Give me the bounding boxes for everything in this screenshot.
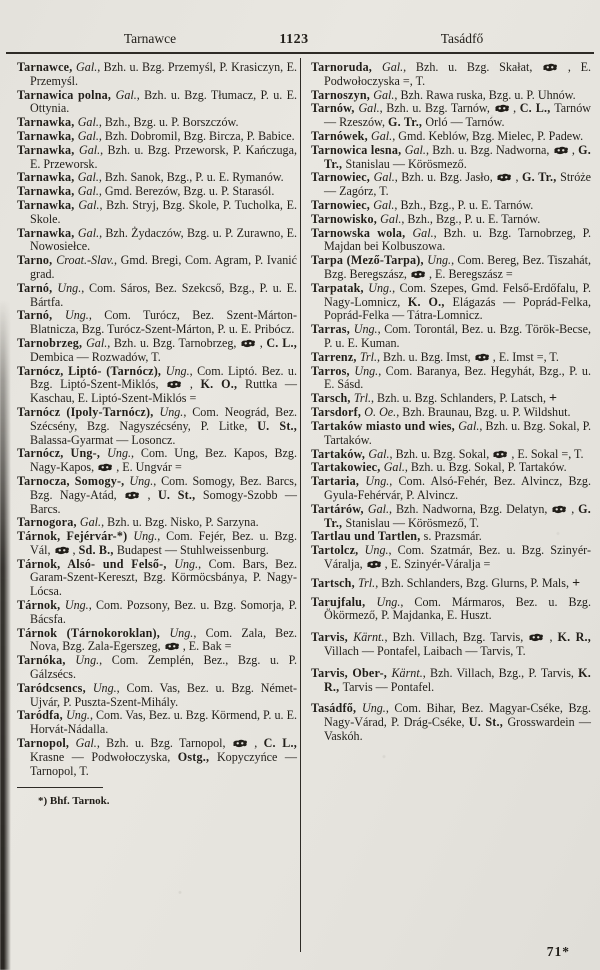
gazetteer-entry xyxy=(311,323,591,351)
gazetteer-entry xyxy=(311,406,591,420)
entry-text: , Com. Turócz, Bez. Szent-Márton-Blatnicza, Bzg. Turócz-Szent-Márton, P. u. E. Pribócz. xyxy=(30,308,298,337)
entry-text: Tarnoruda, xyxy=(311,60,382,74)
posthorn-icon xyxy=(164,642,180,651)
gazetteer-entry xyxy=(17,171,297,185)
entry-text: Tartlau und Tartlen, xyxy=(311,529,424,544)
gazetteer-entry xyxy=(311,475,591,503)
entry-text: Tarras, xyxy=(311,322,354,337)
gazetteer-entry xyxy=(17,406,297,447)
gazetteer-entry xyxy=(311,448,591,462)
entry-text: Tarros, xyxy=(311,363,355,378)
entry-text: Tartaków miasto und wies, xyxy=(311,418,459,433)
entry-text: Tarnawka, xyxy=(17,115,78,130)
entry-text: Tárnok, Alsó- und Felső-, xyxy=(17,556,175,571)
entry-text: , Com. Somogy, Bez. Barcs, Bzg. Nagy-Atád, xyxy=(30,473,297,502)
entry-text: Gal. xyxy=(381,60,404,74)
scan-edge-shadow xyxy=(0,300,11,970)
entry-text: , xyxy=(147,487,158,502)
entry-text: , xyxy=(571,501,579,516)
column-left xyxy=(17,61,297,809)
running-header xyxy=(0,31,600,48)
entry-text: , Bzh. u. Bzg. Sokal, P. Tartaków. xyxy=(324,418,591,447)
entry-text: Tarnawica polna, xyxy=(17,87,116,102)
gazetteer-entry xyxy=(311,227,591,255)
entry-text: , E. Bak = xyxy=(182,639,232,654)
entry-text: , Com. Bereg, Bez. Tiszahát, Bzg. Beregszász, xyxy=(324,253,592,281)
posthorn-icon xyxy=(240,339,256,348)
entry-text: , Gmd. Keblów, Bzg. Mielec, P. Padew. xyxy=(392,128,584,143)
gazetteer-entry xyxy=(17,365,297,406)
entry-text: Tarnobrzeg, xyxy=(17,335,87,350)
entry-text: Ung. xyxy=(159,404,184,419)
entry-text: Tarnogora, xyxy=(17,515,80,530)
entry-text: Gal. xyxy=(77,128,99,143)
entry-text: Gal. xyxy=(380,211,402,226)
entry-text: Ung. xyxy=(427,253,452,268)
entry-text: Tárnok, Fejérvár-*) xyxy=(17,529,134,544)
posthorn-icon xyxy=(54,546,70,555)
entry-text: , Bzh. Rawa ruska, Bzg. u. P. Uhnów. xyxy=(394,87,576,102)
entry-text: , xyxy=(259,335,267,350)
entry-text: K. O., xyxy=(407,294,453,309)
gazetteer-entry xyxy=(17,227,297,255)
signature-number: 71* xyxy=(546,944,570,959)
entry-text: Ung. xyxy=(353,322,378,337)
entry-text: , xyxy=(571,142,579,157)
entry-text: Tarnóka, xyxy=(17,653,76,668)
entry-text: , Bzh. u. Bzg. Skałat, xyxy=(403,60,543,74)
entry-text: , Gmd. Bregi, Com. Agram, P. Ivanić grad. xyxy=(30,253,298,281)
entry-text: Ung. xyxy=(64,598,89,613)
entry-text: , Bzh. u. Bzg. Sokal, P. Tartaków. xyxy=(404,460,567,475)
entry-text: U. St., xyxy=(157,487,203,502)
entry-text: Gal. xyxy=(86,335,108,350)
entry-text: Tarnów, xyxy=(311,101,359,116)
entry-text: Gal. xyxy=(373,170,395,185)
entry-text: Stanislau — Körösmező, T. xyxy=(345,515,480,530)
entry-text: C. L., xyxy=(519,101,555,116)
gazetteer-entry xyxy=(17,530,297,558)
entry-text: Tarpa (Mező-Tarpa), xyxy=(311,253,428,268)
entry-text: Tarnówek, xyxy=(311,128,372,143)
gazetteer-entry xyxy=(17,558,297,599)
entry-text: Gal. xyxy=(368,446,390,461)
entry-text: K. R., xyxy=(557,630,592,645)
entry-text: , Com. Bihar, Bez. Magyar-Cséke, Bzg. Nagy-Várad, P. Drág-Cséke, xyxy=(324,701,591,730)
entry-text: Ung. xyxy=(129,473,154,488)
posthorn-icon xyxy=(410,270,426,279)
entry-text: O. Oe. xyxy=(364,405,397,420)
gazetteer-entry xyxy=(311,667,591,695)
entry-text: , E. Beregszász = xyxy=(429,266,513,281)
gazetteer-entry xyxy=(311,461,591,475)
entry-text: K. R., xyxy=(324,665,592,694)
gazetteer-entry xyxy=(17,654,297,682)
entry-text: Gal. xyxy=(458,418,480,433)
posthorn-icon xyxy=(542,63,558,72)
entry-text: , Bzh. u. Bzg. Nisko, P. Sarzyna. xyxy=(101,515,259,530)
gazetteer-entry xyxy=(311,171,591,199)
entry-text: , Bzh. u. Bzg. Tłumacz, P. u. E. Ottynia. xyxy=(30,87,297,116)
gazetteer-entry xyxy=(311,596,591,624)
entry-text: , Com. Neográd, Bez. Szécsény, Bzg. Nagyszécsény, P. Litke, xyxy=(30,404,297,433)
entry-text: Gal. xyxy=(371,128,393,143)
entry-text: Stanislau — Körösmező. xyxy=(345,156,467,171)
posthorn-icon xyxy=(232,739,248,748)
gazetteer-entry xyxy=(311,577,591,591)
posthorn-icon xyxy=(366,560,382,569)
entry-text: Gal. xyxy=(77,115,99,130)
entry-text: Tarno, xyxy=(17,253,57,268)
entry-text: Tarnawka, xyxy=(17,142,79,157)
entry-text: , Bzh. u. Bzg. Tarnów, xyxy=(379,101,494,116)
entry-text: , Bzh. Sanok, Bzg., P. u. E. Rymanów. xyxy=(98,170,284,185)
entry-text: Tarnawce, xyxy=(17,60,77,74)
footnote-block xyxy=(17,787,297,809)
entry-text: Tarvis, Ober-, xyxy=(311,665,392,680)
entry-text: Tarnawka, xyxy=(17,225,78,240)
posthorn-icon xyxy=(496,173,512,182)
entry-text: Tarvis — Pontafel. xyxy=(342,679,435,694)
entry-text: , Bzh. u. Bzg. Przemyśl, P. Krasiczyn, E. Przemyśl. xyxy=(30,60,297,88)
entry-text: Tarvis, xyxy=(311,630,354,645)
entry-text: Trl. xyxy=(353,391,371,406)
gazetteer-entry xyxy=(17,475,297,516)
entry-text: U. St., xyxy=(257,418,297,433)
entry-text: Ung. xyxy=(66,708,90,723)
entry-text: Ung. xyxy=(368,280,393,295)
entry-text: Ung. xyxy=(64,308,89,323)
entry-text: , Com. Zala, Bez. Nova, Bzg. Zala-Egerszeg, xyxy=(30,625,297,654)
entry-text: Tarnowisko, xyxy=(311,211,381,226)
entry-text: , Com. Zemplén, Bez., Bzg. u. P. Gálzsécs. xyxy=(30,653,297,682)
entry-text: Gal. xyxy=(383,460,405,475)
entry-text: Tarrenz, xyxy=(311,349,360,364)
entry-text: , Bzh. Nadworna, Bzg. Delatyn, xyxy=(389,501,552,516)
entry-text: Gal. xyxy=(79,142,101,157)
entry-text: , Bzh. Stryj, Bzg. Skole, P. Tucholka, E. Skole. xyxy=(30,197,298,226)
entry-text: , E. Podwołoczyska =, T. xyxy=(324,60,591,88)
entry-text: Sd. B., xyxy=(78,542,117,557)
entry-text: Tartsch, xyxy=(311,575,359,590)
entry-text: , xyxy=(515,170,522,185)
entry-text: Tarnoszyn, xyxy=(311,87,374,102)
entry-text: Ung. xyxy=(361,701,386,716)
entry-text: Tarsch, xyxy=(311,391,354,406)
posthorn-icon xyxy=(553,146,569,155)
entry-text: Tarsdorf, xyxy=(311,405,365,420)
entry-text: Tárnok, xyxy=(17,598,65,613)
entry-text: Tartárów, xyxy=(311,501,368,516)
gazetteer-entry xyxy=(311,199,591,213)
entry-text: , Bzh. Villach, Bzg., P. Tarvis, xyxy=(422,665,579,680)
entry-text: Taródfa, xyxy=(17,708,67,723)
gazetteer-entry xyxy=(311,530,591,544)
gazetteer-entry xyxy=(311,544,591,572)
gazetteer-entry xyxy=(17,199,297,227)
entry-text: Tarnowica lesna, xyxy=(311,142,405,157)
entry-text: Tarnócz, Ung-, xyxy=(17,446,108,461)
entry-text: Gal. xyxy=(77,170,99,185)
entry-text: , E. Sokal =, T. xyxy=(511,446,584,461)
entry-text: , Bzh. Braunau, Bzg. u. P. Wildshut. xyxy=(396,405,571,420)
entry-text: , Com. Fejér, Bez. u. Bzg. Vál, xyxy=(30,529,297,557)
posthorn-icon xyxy=(494,104,510,113)
entry-text: Elágazás — Poprád-Felka, Poprád-Felka — Tátra-Lomnicz. xyxy=(324,294,591,323)
cross-icon: + xyxy=(549,391,557,407)
entry-text: G. Tr., xyxy=(388,115,426,130)
entry-text: Budapest — Stuhlweissenburg. xyxy=(116,542,269,557)
entry-text: Orló — Tarnów. xyxy=(425,115,505,130)
gazetteer-entry xyxy=(311,89,591,103)
entry-text: Kärnt. xyxy=(391,665,423,680)
column-divider-rule xyxy=(300,58,301,952)
header-keyword-left: Tarnawce xyxy=(123,31,177,46)
gazetteer-entry xyxy=(311,392,591,406)
gazetteer-entry xyxy=(17,61,297,89)
entry-text: , Bzh., Bzg. u. P. Borszczów. xyxy=(98,115,239,130)
posthorn-icon xyxy=(124,491,140,500)
entry-text: Krasne — Podwołoczyska, xyxy=(30,749,178,764)
entry-text: Tarnócz (Ipoly-Tarnócz), xyxy=(17,404,160,419)
entry-text: , Bzh. u. Bzg. Nadworna, xyxy=(425,142,553,157)
entry-text: Gal. xyxy=(115,87,137,102)
entry-text: Ung. xyxy=(365,474,390,489)
posthorn-icon xyxy=(166,380,182,389)
entry-text: Tarnó, xyxy=(17,280,58,295)
entry-text: Ung. xyxy=(133,529,158,544)
gazetteer-entry xyxy=(17,682,297,710)
entry-text: Tarnawka, xyxy=(17,128,78,143)
gazetteer-entry xyxy=(17,337,297,365)
entry-text: Tarnowiec, xyxy=(311,170,374,185)
entry-text: Ung. xyxy=(75,653,100,668)
entry-text: Croat.-Slav. xyxy=(56,253,114,268)
entry-text: Gal. xyxy=(75,736,97,751)
entry-text: Trl. xyxy=(359,349,377,364)
gazetteer-entry xyxy=(311,351,591,365)
entry-text: Tarnocza, Somogy-, xyxy=(17,473,130,488)
entry-text: Tasádfő, xyxy=(311,701,362,716)
gazetteer-entry xyxy=(17,447,297,475)
entry-text: , Bzh. Dobromil, Bzg. Bircza, P. Babice. xyxy=(98,128,295,143)
entry-text: , Com. Torontál, Bez. u. Bzg. Török-Becse, P. u. E. Kuman. xyxy=(324,322,591,350)
entry-text: Tarnów — Rzeszów, xyxy=(324,101,591,130)
gazetteer-entry xyxy=(311,130,591,144)
entry-text: , Bzh. u. Bzg. Tarnobrzeg, xyxy=(107,335,241,350)
entry-text: C. L., xyxy=(266,335,298,350)
entry-text: Tartakowiec, xyxy=(311,460,384,475)
entry-text: s. Prazsmár. xyxy=(423,529,482,544)
entry-text: , Bzh. u. Bzg. Schlanders, P. Latsch, xyxy=(370,391,550,406)
entry-text: , xyxy=(189,377,201,392)
entry-text: Gal. xyxy=(367,501,390,516)
entry-text: Trl. xyxy=(358,575,376,590)
gazetteer-entry xyxy=(17,709,297,737)
entry-text: U. St., xyxy=(468,715,508,730)
entry-text: Ung. xyxy=(107,446,132,461)
entry-text: Ung. xyxy=(354,363,379,378)
entry-text: , xyxy=(513,101,520,116)
entry-text: Tárnok (Tárnokoroklan), xyxy=(17,625,170,640)
entry-text: , Com. Vas, Bez. u. Bzg. Körmend, P. u. E. Horvát-Nádalla. xyxy=(30,708,297,737)
entry-text: Tartolcz, xyxy=(311,543,365,558)
footnote-rule xyxy=(17,787,103,788)
entry-text: , Bzh. u. Bzg. Imst, xyxy=(376,349,474,364)
entry-text: , Bzh. u. Bzg. Jasło, xyxy=(394,170,497,185)
gazetteer-entry xyxy=(17,516,297,530)
entry-text: Tarnowska wola, xyxy=(311,225,413,240)
gazetteer-entry xyxy=(311,282,591,323)
entry-text: , Com. Bars, Bez. Garam-Szent-Kereszt, Bzg. Körmöcsbánya, P. Nagy-Lócsa. xyxy=(30,556,297,599)
entry-text: Ung. xyxy=(364,543,389,558)
entry-text: G. Tr., xyxy=(324,142,591,171)
entry-text: , xyxy=(549,630,558,645)
entry-text: , Bzh. Żydaczów, Bzg. u. P. Zurawno, E. Nowosiełce. xyxy=(30,225,297,254)
entry-text: Gal. xyxy=(77,184,99,199)
entry-text: Ung. xyxy=(376,594,401,609)
entry-text: Gal. xyxy=(404,142,426,157)
entry-text: Gal. xyxy=(77,225,100,240)
entry-text: , Bzh. u. Bzg. Przeworsk, P. Kańczuga, E. Przeworsk. xyxy=(30,142,297,171)
gazetteer-entry xyxy=(311,254,591,282)
entry-text: , Bzh., Bzg., P. u. E. Tarnów. xyxy=(401,211,541,226)
gazetteer-entry xyxy=(311,503,591,531)
entry-text: Dembica — Rozwadów, T. xyxy=(30,349,161,364)
entry-text: Ung. xyxy=(57,280,82,295)
gazetteer-entry xyxy=(311,61,591,89)
gazetteer-entry xyxy=(17,309,297,337)
entry-text: Stróże — Zagórz, T. xyxy=(324,170,591,199)
gazetteer-entry xyxy=(311,631,591,659)
entry-text: G. Tr., xyxy=(521,170,561,185)
cross-icon: + xyxy=(572,575,581,591)
entry-text: Villach — Pontafel, Laibach — Tarvis, T. xyxy=(324,644,526,659)
entry-text: Gal. xyxy=(412,225,434,240)
gazetteer-entry xyxy=(17,89,297,117)
gazetteer-entry xyxy=(311,702,591,743)
entry-text: Tarnó, xyxy=(17,308,65,323)
gazetteer-entry xyxy=(17,627,297,655)
entry-text: G. Tr., xyxy=(324,501,591,530)
entry-text: , xyxy=(254,736,264,751)
entry-text: Gal. xyxy=(358,101,380,116)
entry-text: Tarpatak, xyxy=(311,280,369,295)
entry-text: Tarnawka, xyxy=(17,170,78,185)
entry-text: Kärnt. xyxy=(353,630,385,645)
entry-text: , Bzh., Bzg., P. u. E. Tarnów. xyxy=(394,197,534,212)
column-right xyxy=(311,61,591,744)
entry-text: , Bzh. Schlanders, Bzg. Glurns, P. Mals, xyxy=(375,575,573,590)
entry-text: Tarnawka, xyxy=(17,184,78,199)
entry-text: , Com. Szatmár, Bez. u. Bzg. Szinyér-Váralja, xyxy=(324,543,591,571)
entry-text: , E. Szinyér-Váralja = xyxy=(384,556,491,571)
gazetteer-entry xyxy=(311,102,591,130)
entry-text: , Com. Mármaros, Bez. u. Bzg. Ökörmező, P. Majdanka, E. Huszt. xyxy=(324,594,592,623)
entry-text: Tartaria, xyxy=(311,474,366,489)
gazetteer-entry xyxy=(311,144,591,172)
entry-text: , Com. Alsó-Fehér, Bez. Alvincz, Bzg. Gyula-Fehérvár, P. Alvincz. xyxy=(324,474,591,502)
posthorn-icon xyxy=(528,633,544,642)
entry-text: , Com. Sáros, Bez. Szekcső, Bzg., P. u. E. Bártfa. xyxy=(30,280,297,309)
gazetteer-entry xyxy=(17,599,297,627)
entry-text: Taródcsencs, xyxy=(17,680,93,695)
posthorn-icon xyxy=(492,450,508,459)
entry-text: Gal. xyxy=(76,60,98,74)
entry-text: K. O., xyxy=(200,377,246,392)
entry-text: Ung. xyxy=(169,625,194,640)
header-page-number: 1123 xyxy=(279,32,309,47)
entry-text: Balassa-Gyarmat — Losoncz. xyxy=(30,432,176,447)
entry-text: , Com. Liptó. Bez. u. Bzg. Liptó-Szent-Miklós, xyxy=(30,363,298,392)
entry-text: , Com. Baranya, Bez. Hegyhát, Bzg., P. u. E. Sásd. xyxy=(324,363,591,392)
gazetteer-entry xyxy=(311,365,591,393)
entry-text: Ostg., xyxy=(177,749,217,764)
entry-text: Ung. xyxy=(165,363,190,378)
entry-text: Gal. xyxy=(78,197,100,212)
entry-text: Tarnawka, xyxy=(17,197,79,212)
gazetteer-entry xyxy=(311,213,591,227)
gazetteer-entry xyxy=(17,254,297,282)
entry-text: Ung. xyxy=(92,680,117,695)
entry-text: Ung. xyxy=(174,556,199,571)
entry-text: Gal. xyxy=(373,87,395,102)
entry-text: Tarujfalu, xyxy=(311,594,377,609)
entry-text: , Com. Ung, Bez. Kapos, Bzg. Nagy-Kapos, xyxy=(30,446,297,475)
entry-text: , E. Ungvár = xyxy=(116,460,182,475)
gazetteer-entry xyxy=(17,144,297,172)
entry-text: Ruttka — Kaschau, E. Liptó-Szent-Miklós = xyxy=(30,377,297,406)
entry-text: Tarnopol, xyxy=(17,736,76,751)
entry-text: Kopyczyńce — Tarnopol, T. xyxy=(30,749,297,778)
entry-text: , Com. Szepes, Gmd. Felső-Erdőfalu, P. Nagy-Lomnicz, xyxy=(324,280,591,309)
entry-text: , Bzh. Villach, Bzg. Tarvis, xyxy=(384,630,529,645)
gazetteer-entry xyxy=(17,185,297,199)
entry-text: , E. Imst =, T. xyxy=(492,349,559,364)
entry-text: , Com. Vas, Bez. u. Bzg. Német-Ujvár, P. Puszta-Szent-Mihály. xyxy=(30,680,297,709)
entry-text: C. L., xyxy=(263,736,297,751)
entry-text: , Bzh. u. Bzg. Tarnobrzeg, P. Majdan bei Kolbuszowa. xyxy=(324,225,591,254)
entry-text: Tartaków, xyxy=(311,446,369,461)
gazetteer-entry xyxy=(17,116,297,130)
entry-text: Tarnowiec, xyxy=(311,197,374,212)
header-keyword-right: Tasádfő xyxy=(440,31,484,46)
posthorn-icon xyxy=(474,353,490,362)
gazetteer-entry xyxy=(17,130,297,144)
gazetteer-entry xyxy=(17,737,297,778)
entry-text: , Bzh. u. Bzg. Sokal, xyxy=(389,446,493,461)
gazetteer-entry xyxy=(17,282,297,310)
entry-text: Gal. xyxy=(79,515,102,530)
posthorn-icon xyxy=(97,463,113,472)
posthorn-icon xyxy=(551,505,567,514)
header-rule xyxy=(6,52,594,54)
entry-text: Somogy-Szobb — Barcs. xyxy=(30,487,298,516)
footnote-text: *) Bhf. Tarnok. xyxy=(38,795,110,808)
entry-text: , xyxy=(72,542,79,557)
gazetteer-entry xyxy=(311,420,591,448)
entry-text: Grosswardein — Vaskóh. xyxy=(324,715,591,744)
entry-text: , Bzh. u. Bzg. Tarnopol, xyxy=(96,736,232,751)
entry-text: , Com. Pozsony, Bez. u. Bzg. Somorja, P. Bácsfa. xyxy=(30,598,297,626)
entry-text: Tarnócz, Liptó- (Tarnócz), xyxy=(17,363,166,378)
entry-text: Gal. xyxy=(373,197,395,212)
entry-text: , Gmd. Berezów, Bzg. u. P. Starasól. xyxy=(98,184,275,199)
